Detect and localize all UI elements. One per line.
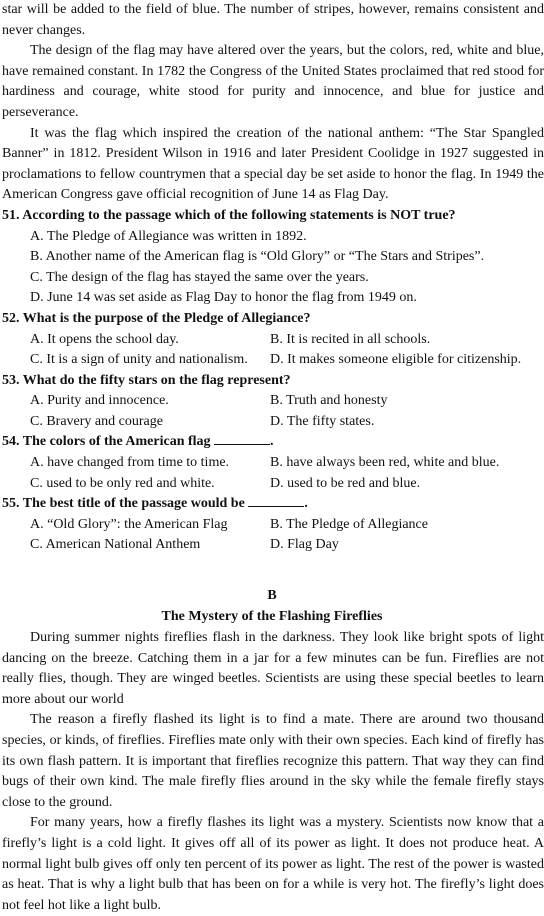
section-letter: B bbox=[267, 588, 277, 604]
passage-a-paragraph-1: star will be added to the field of blue. The number of stripes, however, remains consistent and never changes. bbox=[2, 2, 544, 38]
option-b[interactable]: B. The Pledge of Allegiance bbox=[270, 516, 428, 532]
question-54 bbox=[0, 432, 544, 494]
passage-b-paragraph-2: The reason a firefly flashed its light is to find a mate. There are around two thousand species, or kinds, of fireflies. Fireflies mate only with their own species. Each kind of firefly has its own flash pattern. It is important that fireflies recognize this pattern. That way they can find bugs of their own kind. The male firefly flies around in the sky while the female firefly stays close to the ground. bbox=[2, 712, 544, 810]
question-51 bbox=[0, 206, 544, 309]
option-a[interactable]: A. have changed from time to time. bbox=[30, 455, 230, 471]
option-d[interactable]: D. It makes someone eligible for citizenship. bbox=[270, 352, 522, 368]
passage-a-paragraph-3: It was the flag which inspired the creation of the national anthem: “The Star Spangled Banner” in 1812. President Wilson in 1916 and later President Coolidge in 1927 suggested in proclamations to fellow countrymen that a special day be set aside to honor the flag. In 1949 the American Congress gave official recognition of June 14 as Flag Day. bbox=[2, 125, 544, 203]
option-b[interactable]: B. Another name of the American flag is “Old Glory” or “The Stars and Stripes”. bbox=[30, 249, 485, 265]
section-spacer bbox=[0, 556, 544, 586]
option-a[interactable]: A. Purity and innocence. bbox=[30, 393, 169, 409]
option-b[interactable]: B. Truth and honesty bbox=[270, 393, 388, 409]
option-d[interactable]: D. The fifty states. bbox=[270, 413, 375, 429]
stem-end: . bbox=[304, 496, 308, 512]
option-a[interactable]: A. It opens the school day. bbox=[30, 331, 179, 347]
option-c[interactable]: C. used to be only red and white. bbox=[30, 475, 215, 491]
passage-b-paragraph-1: During summer nights fireflies flash in the darkness. They look like bright spots of light dancing on the breeze. Catching them in a jar for a few minutes can be fun. Fireflies are not really flies, though. They are winged beetles. Scientists are using these special beetles to learn more about our world bbox=[2, 630, 544, 707]
question-52 bbox=[0, 309, 544, 371]
option-d[interactable]: D. June 14 was set aside as Flag Day to honor the flag from 1949 on. bbox=[30, 290, 417, 306]
option-c[interactable]: C. It is a sign of unity and nationalism. bbox=[30, 352, 248, 368]
passage-title: The Mystery of the Flashing Fireflies bbox=[161, 609, 383, 625]
passage-b-paragraph-3: For many years, how a firefly flashes its light was a mystery. Scientists now know that a firefly’s light is a cold light. It gives off all of its power as light. It does not produce heat. A normal light bulb gives off only ten percent of its power as light. The rest of the power is wasted as heat. That is why a light bulb that has been on for a while is very hot. The firefly’s light does not feel hot like a light bulb. bbox=[2, 815, 544, 913]
question-stem: 53. What do the fifty stars on the flag represent? bbox=[2, 372, 291, 388]
question-stem: 52. What is the purpose of the Pledge of Allegiance? bbox=[2, 310, 311, 326]
option-c[interactable]: C. The design of the flag has stayed the same over the years. bbox=[30, 269, 369, 285]
option-a[interactable]: A. “Old Glory”: the American Flag bbox=[30, 516, 228, 532]
passage-a-paragraph-2: The design of the flag may have altered over the years, but the colors, red, white and blue, have remained constant. In 1782 the Congress of the United States proclaimed that red stood for hardiness and courage, white stood for purity and innocence, and blue for justice and perseverance. bbox=[2, 43, 544, 120]
option-c[interactable]: C. Bravery and courage bbox=[30, 413, 163, 429]
stem-end: . bbox=[270, 434, 274, 450]
option-a[interactable]: A. The Pledge of Allegiance was written in 1892. bbox=[30, 228, 307, 244]
option-d[interactable]: D. Flag Day bbox=[270, 537, 339, 553]
question-stem: 55. The best title of the passage would be bbox=[2, 496, 245, 512]
option-b[interactable]: B. It is recited in all schools. bbox=[270, 331, 431, 347]
option-b[interactable]: B. have always been red, white and blue. bbox=[270, 455, 500, 471]
answer-blank[interactable] bbox=[248, 494, 304, 507]
question-stem-line bbox=[0, 432, 544, 453]
option-d[interactable]: D. used to be red and blue. bbox=[270, 475, 421, 491]
answer-blank[interactable] bbox=[214, 432, 270, 445]
option-c[interactable]: C. American National Anthem bbox=[30, 537, 201, 553]
question-stem: 51. According to the passage which of the following statements is NOT true? bbox=[2, 207, 456, 223]
question-stem-line bbox=[0, 494, 544, 515]
question-53 bbox=[0, 371, 544, 433]
question-55 bbox=[0, 494, 544, 556]
question-stem: 54. The colors of the American flag bbox=[2, 434, 211, 450]
